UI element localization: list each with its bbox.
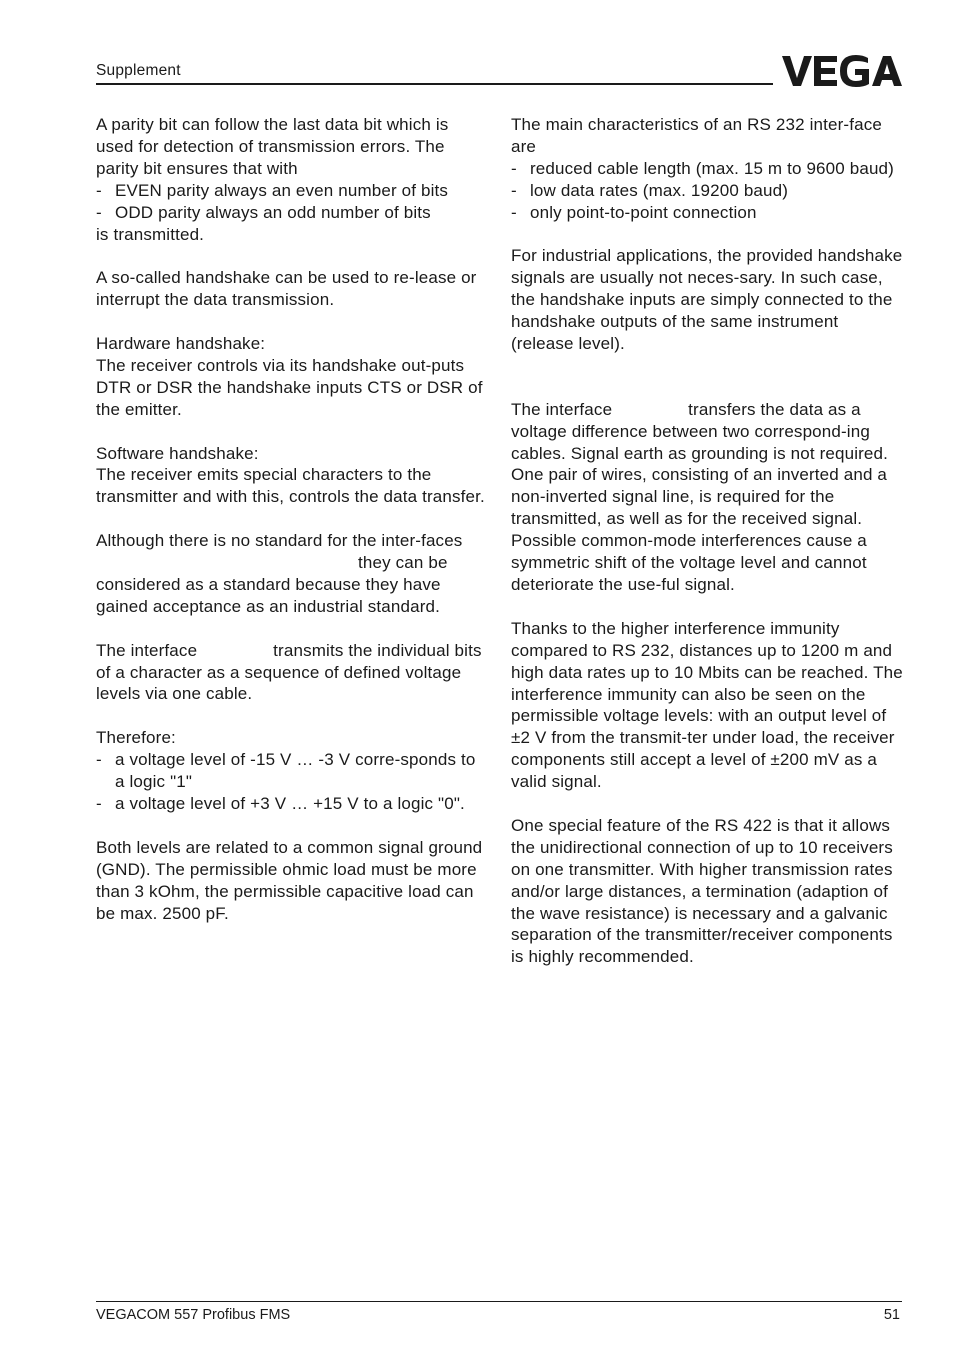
list-item: - reduced cable length (max. 15 m to 9600 baud)	[511, 158, 894, 178]
handshake-intro: A so-called handshake can be used to re-lease or interrupt the data transmission.	[96, 268, 482, 310]
special-feature-paragraph: One special feature of the RS 422 is that it allows the unidirectional connection of up to 10 receivers on one transmitter. With higher transmission rates and/or large distances, a termination (adaption of the wave resistance) is necessary and a galvanic separation of the transmitter/receiver components is highly recommended.	[511, 815, 898, 967]
footer-rule	[96, 1301, 902, 1302]
ground-paragraph: Both levels are related to a common signal ground (GND). The permissible ohmic load must be more than 3 kOhm, the permissible capacitive load can be max. 2500 pF.	[96, 837, 488, 923]
list-item: - EVEN parity always an even number of bits	[96, 180, 449, 200]
list-item: - only point-to-point connection	[511, 202, 757, 222]
header-rule	[96, 83, 773, 85]
parity-list	[96, 180, 488, 224]
software-handshake-text: The receiver emits special characters to the transmitter and with this, controls the data transfer.	[96, 465, 485, 507]
vega-logo	[782, 54, 902, 88]
rs232-paragraph: The interface transmits the individual bits of a character as a sequence of defined voltage levels via one cable.	[96, 640, 487, 704]
rs232-characteristics-list	[511, 158, 903, 224]
rs232-characteristics-intro: The main characteristics of an RS 232 inter-face are	[511, 115, 887, 156]
list-item: - a voltage level of -15 V … -3 V corre-sponds to a logic "1"	[96, 750, 476, 792]
voltage-level-list	[96, 749, 488, 815]
therefore-label: Therefore:	[96, 728, 176, 748]
software-handshake-title: Software handshake:	[96, 443, 259, 463]
footer-product: VEGACOM 557 Profibus FMS	[96, 1307, 291, 1323]
page-number: 51	[883, 1307, 900, 1323]
industrial-paragraph: For industrial applications, the provided handshake signals are usually not neces-sary. In such case, the handshake inputs are simply connected to the handshake outputs of the same instrument (release level).	[511, 246, 908, 354]
immunity-paragraph: Thanks to the higher interference immunity compared to RS 232, distances up to 1200 m and high data rates up to 10 Mbits can be reached. The interference immunity can also be seen on the permissible voltage levels: with an output level of ±2 V from the transmit-ter under load, the receiver components still accept a level of ±200 mV as a valid signal.	[511, 618, 908, 792]
standard-paragraph: Although there is no standard for the inter-facesthey can be considered as a standard because they have gained acceptance as an industrial standard.	[96, 531, 463, 616]
hardware-handshake-title: Hardware handshake:	[96, 334, 266, 354]
parity-paragraph: A parity bit can follow the last data bit which is used for detection of transmission errors. The parity bit ensures that with	[96, 115, 454, 178]
left-column	[96, 114, 488, 946]
list-item: - ODD parity always an odd number of bits	[96, 202, 431, 222]
list-item: - low data rates (max. 19200 baud)	[511, 180, 789, 200]
rs422-paragraph: The interface transfers the data as a voltage difference between two correspond-ing cables. Signal earth as grounding is not required. One pair of wires, consisting of an inverted and a non-inverted signal line, is required for the transmitted, as well as for the received signal. Possible common-mode interferences cause a symmetric shift of the voltage level and cannot deteriorate the use-ful signal.	[511, 399, 893, 594]
parity-paragraph-end: is transmitted.	[96, 224, 205, 244]
list-item: - a voltage level of +3 V … +15 V to a logic "0".	[96, 794, 465, 813]
hardware-handshake-text: The receiver controls via its handshake out-puts DTR or DSR the handshake inputs CTS or DSR of the emitter.	[96, 355, 488, 419]
right-column	[511, 114, 908, 990]
running-header: Supplement	[96, 62, 181, 79]
